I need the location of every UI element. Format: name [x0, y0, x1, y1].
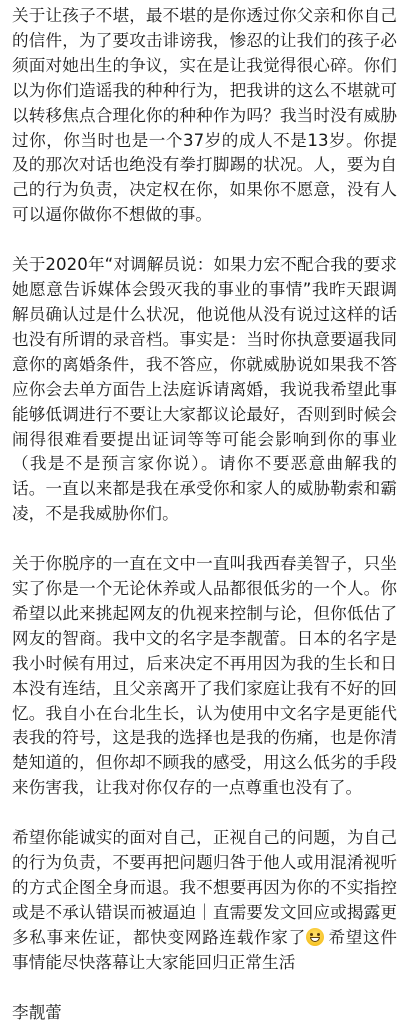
- paragraph-mediator: 关于2020年“对调解员说：如果力宏不配合我的要求她愿意告诉媒体会毁灭我的事业的事情”我昨天跟调解员确认过是什么状况，他说他从没有说过这样的话也没有所谓的录音档。事实是：当时你执意要逼我同意你的离婚条件，我不答应，你就威胁说如果我不答应你会去单方面告上法庭诉请离婚，我说我希望此事能够低调进行不要让大家都议论最好，否则到时候会闹得很难看要提出证词等等可能会影响到你的事业（我是不是预言家你说）。请你不要恶意曲解我的话。一直以来都是我在承受你和家人的威胁勒索和霸凌，不是我威胁你们。: [12, 255, 397, 524]
- paragraph-closing: [12, 826, 397, 975]
- post-body: [12, 4, 397, 1026]
- closing-text-start: 希望你能诚实的面对自己，正视自己的问题，为自己的行为负责，不要再把问题归咎于他人或用混淆视听的方式企图全身而退。我不想要再因为你的不实指控或是不承认错误而被逼迫｜直需要发文回应或揭露更多私事来佐证，都快变网路连载作家了: [12, 828, 397, 947]
- paragraph-name: 关于你脱序的一直在文中一直叫我西春美智子，只坐实了你是一个无论休养或人品都很低劣的一个人。你希望以此来挑起网友的仇视来控制与论，但你低估了网友的智商。我中文的名字是李靓蕾。日本的名字是我小时候有用过，后来决定不再用因为我的生长和日本没有连结，且父亲离开了我们家庭让我有不好的回忆。我自小在台北生长，认为使用中文名字是更能代表我的符号，这是我的选择也是我的伤痛，也是你清楚知道的，但你却不顾我的感受，用这么低劣的手段来伤害我，让我对你仅存的一点尊重也没有了。: [12, 554, 397, 798]
- paragraph-children: 关于让孩子不堪，最不堪的是你透过你父亲和你自己的信件，为了要攻击诽谤我，惨忍的让我们的孩子必须面对她出生的争议，实在是让我觉得很心碎。你们以为你们造谣我的种种行为，把我讲的这么不堪就可以转移焦点合理化你的种种作为吗？我当时没有威胁过你，你当时也是一个37岁的成人不是13岁。你提及的那次对话也绝没有拳打脚踢的状况。人，要为自己的行为负责，决定权在你，如果你不愿意，没有人可以逼你做你不想做的事。: [12, 6, 397, 225]
- grinning-face-with-sweat-icon: [306, 928, 324, 946]
- closing-text-end: 希望这件事情能尽快落幕让大家能回归正常生活: [12, 927, 398, 972]
- signature: 李靓蕾: [12, 1002, 62, 1022]
